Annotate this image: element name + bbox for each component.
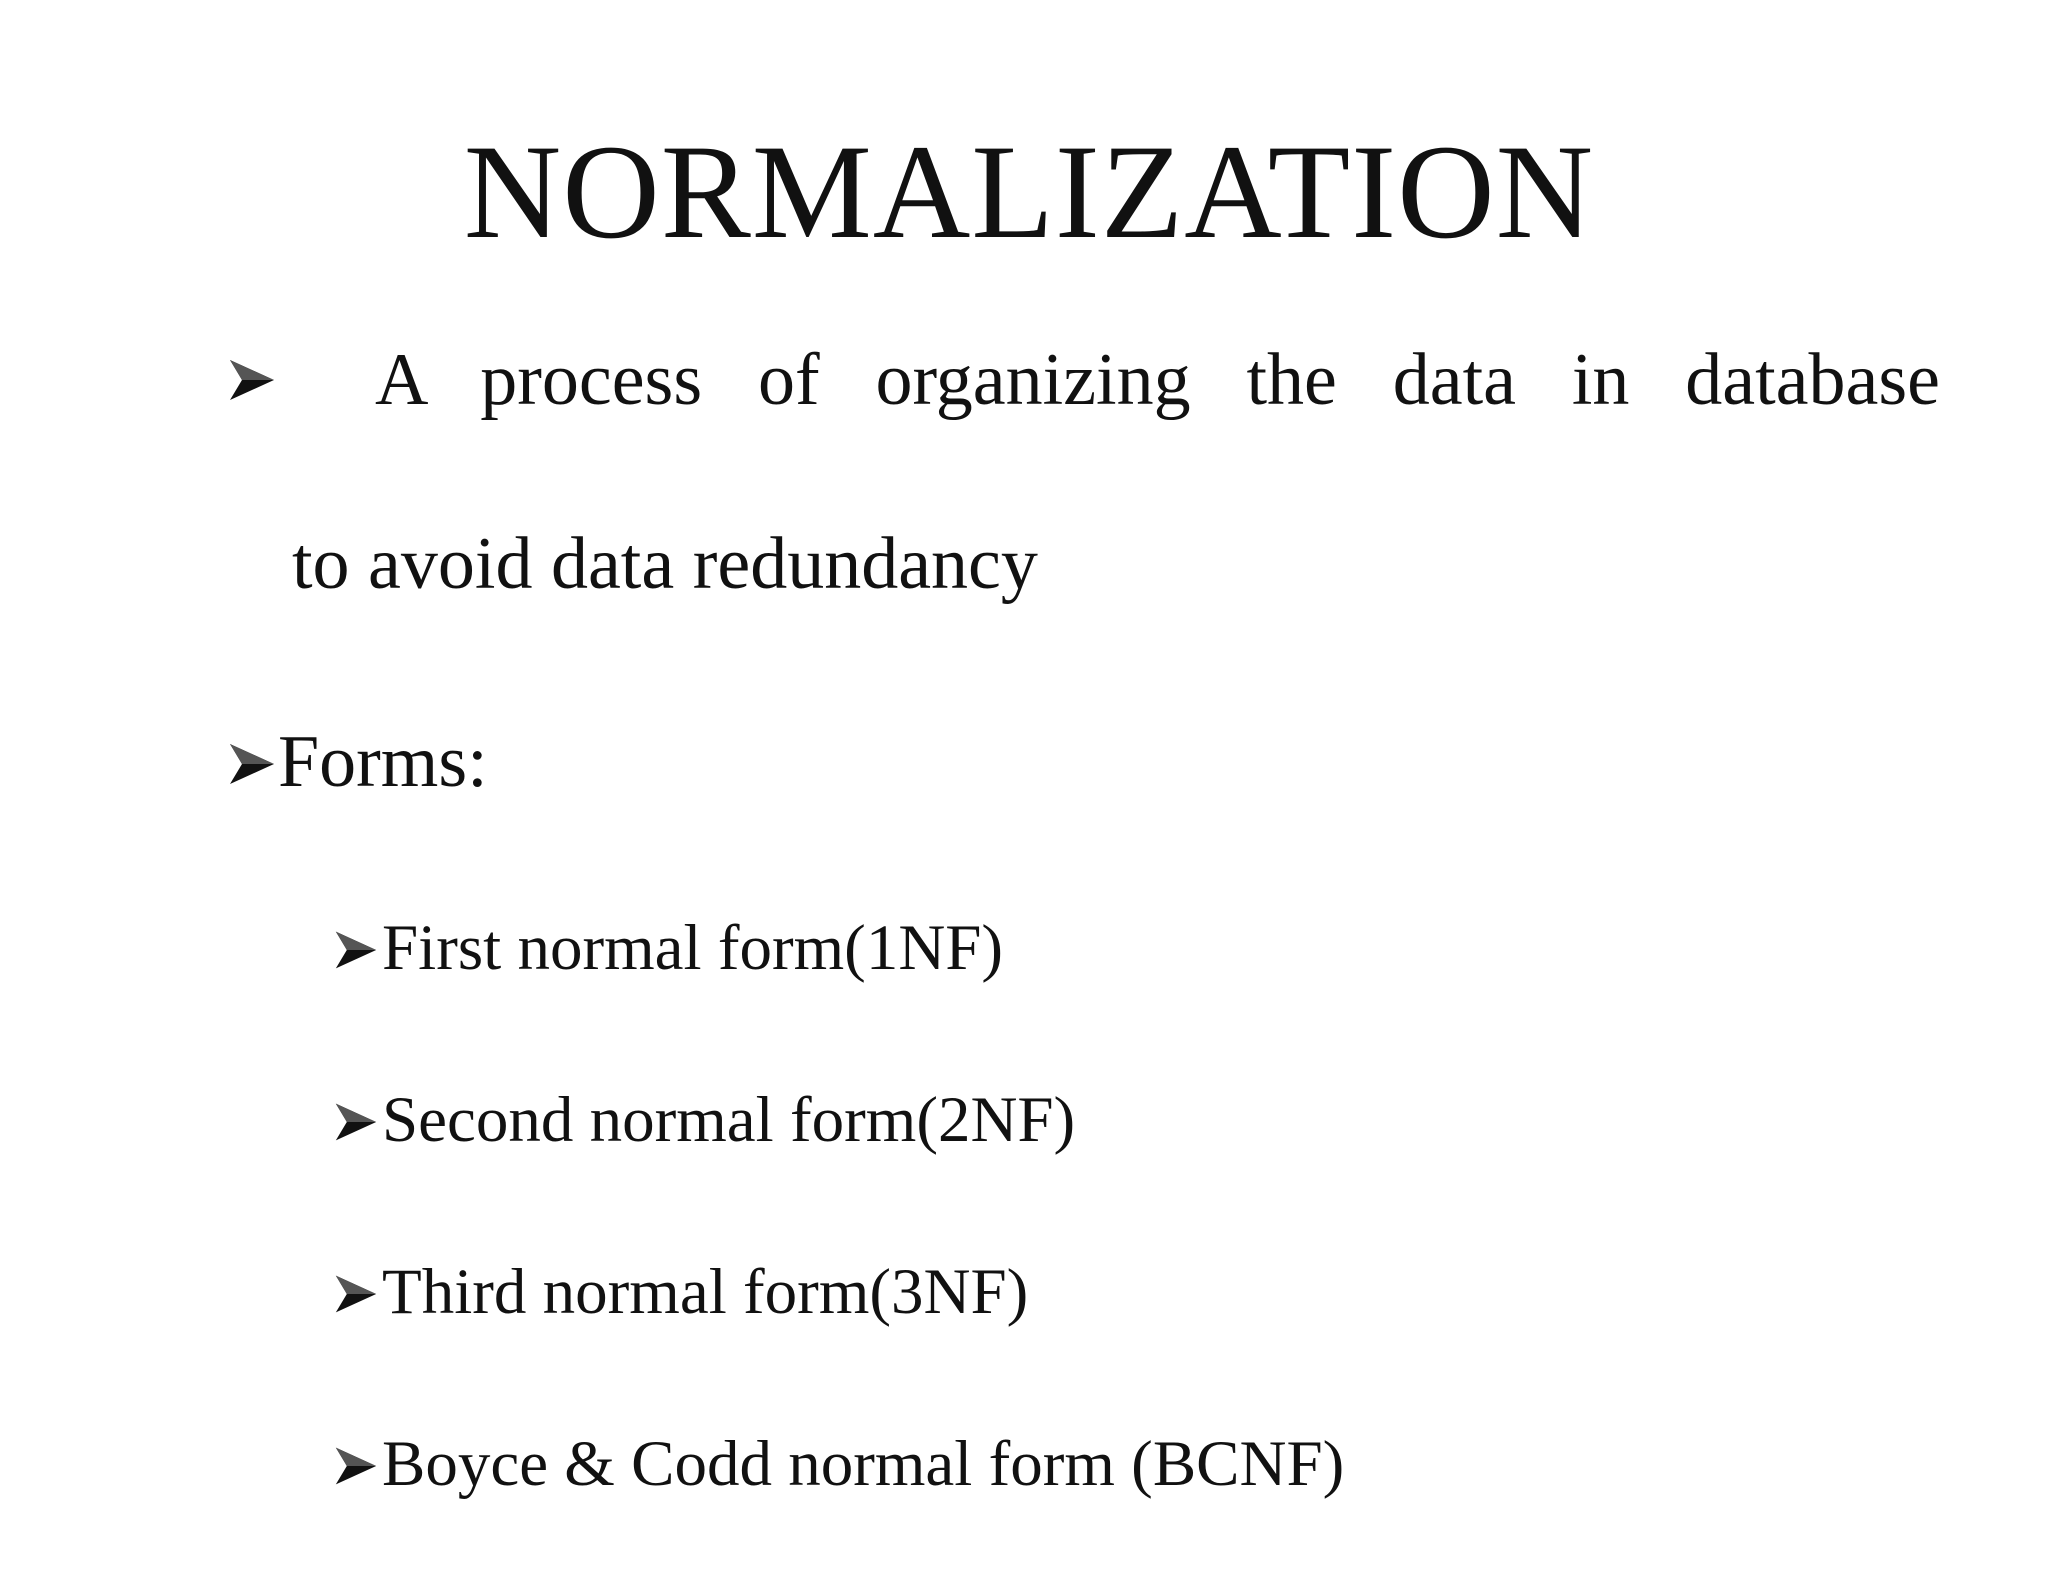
arrowhead-bullet-icon (228, 740, 276, 788)
arrowhead-bullet-icon (334, 1272, 378, 1316)
definition-bullet (228, 330, 1940, 430)
forms-heading (228, 712, 488, 812)
list-item (334, 1070, 1344, 1170)
list-item (334, 1414, 1344, 1514)
arrowhead-bullet-icon (334, 1100, 378, 1144)
list-item-label: Third normal form(3NF) (382, 1256, 1029, 1328)
normal-forms-list (334, 898, 1344, 1586)
arrowhead-bullet-icon (334, 928, 378, 972)
slide-title: NORMALIZATION (463, 118, 1595, 267)
list-item (334, 1242, 1344, 1342)
list-item-label: Second normal form(2NF) (382, 1084, 1076, 1156)
list-item (334, 898, 1344, 998)
list-item-label: First normal form(1NF) (382, 912, 1004, 984)
definition-line-2: to avoid data redundancy (292, 523, 1038, 605)
definition-line-1: A process of organizing the data in database (375, 339, 1940, 421)
arrowhead-bullet-icon (228, 356, 276, 404)
list-item-label: Boyce & Codd normal form (BCNF) (382, 1428, 1345, 1500)
forms-label: Forms: (278, 721, 488, 803)
arrowhead-bullet-icon (334, 1444, 378, 1488)
